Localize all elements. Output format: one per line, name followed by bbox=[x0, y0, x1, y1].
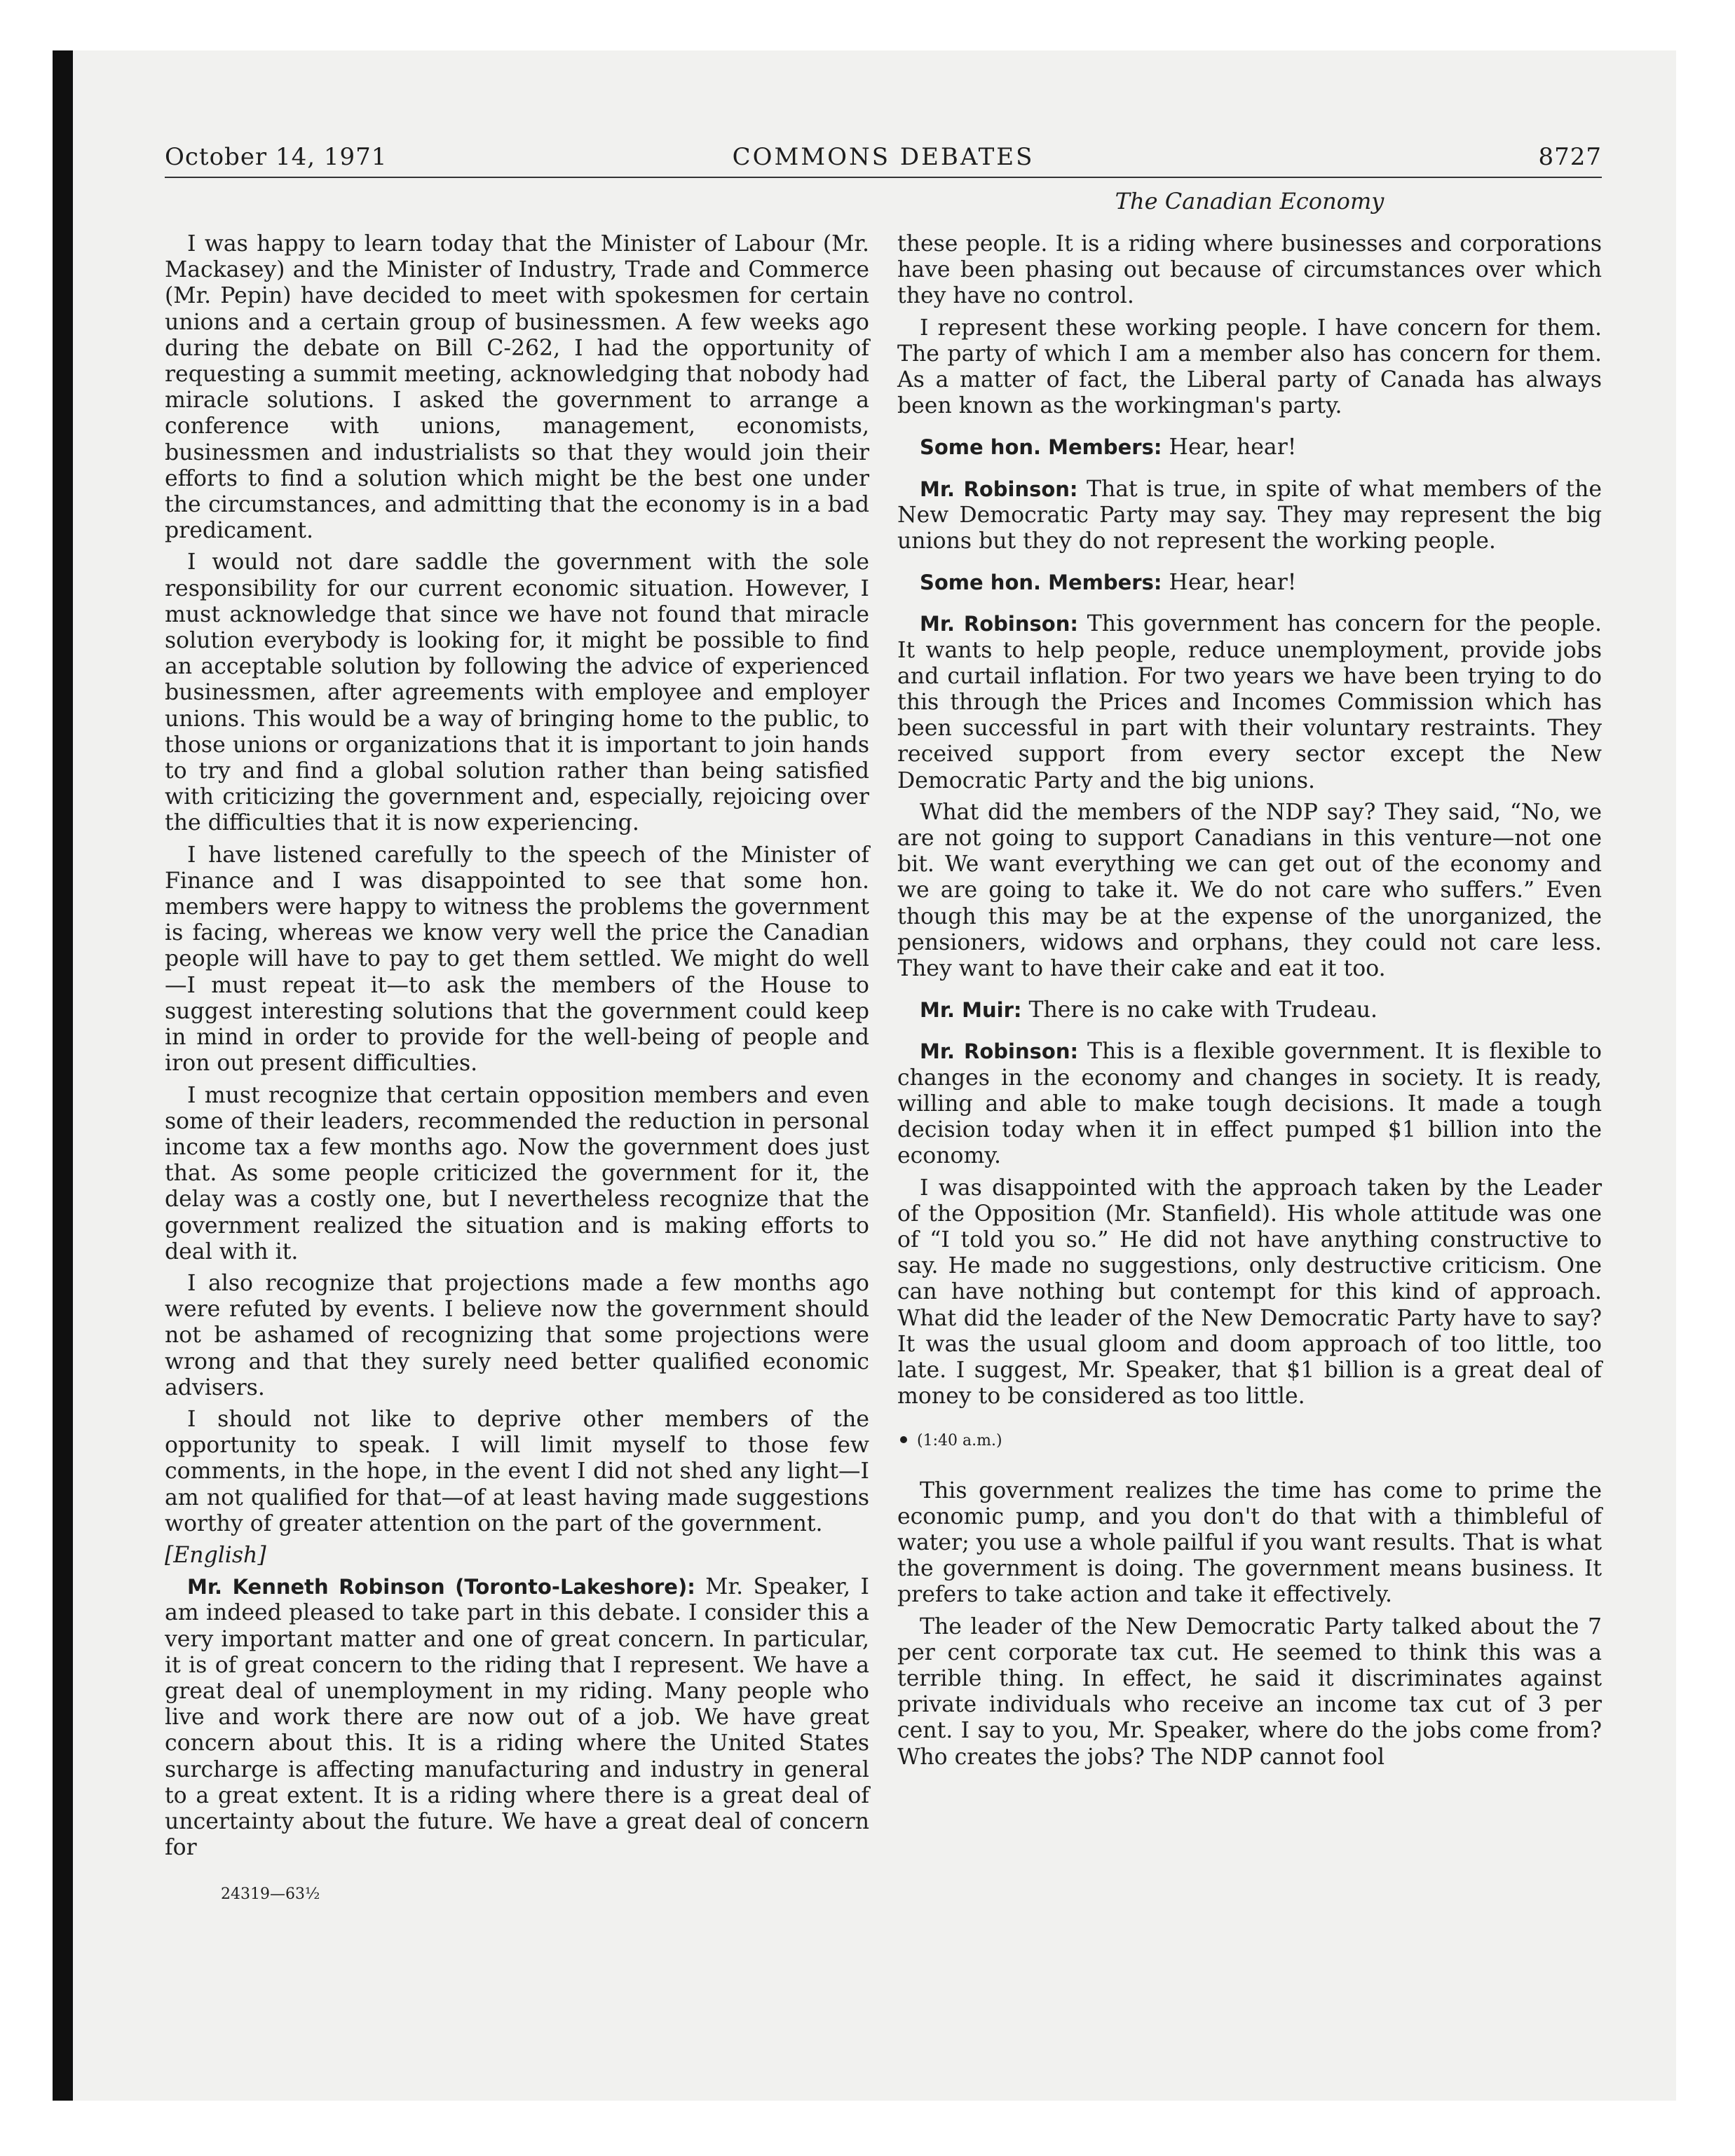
left-column bbox=[165, 231, 869, 1867]
scan-edge-shadow bbox=[53, 50, 73, 2101]
speaker-name: Mr. Kenneth Robinson (Toronto-Lakeshore): bbox=[187, 1575, 695, 1599]
speaker-name: Mr. Muir: bbox=[920, 998, 1022, 1023]
running-head bbox=[165, 140, 1602, 178]
paragraph: I represent these working people. I have concern for them. The party of which I am a member also has concern for them. As a matter of fact, the Liberal party of Canada has always been known as the workingman's party. bbox=[897, 315, 1602, 419]
paragraph: I have listened carefully to the speech of the Minister of Finance and I was disappointed to see that some hon. members were happy to witness the problems the government is facing, whereas we know very well the price the Canadian people will have to pay to get them settled. We might do well—I must repeat it—to ask the members of the House to suggest interesting solutions that the government could keep in mind in order to provide for the well-being of people and iron out present difficulties. bbox=[165, 842, 869, 1077]
speech-paragraph bbox=[897, 570, 1602, 596]
speech-text: Mr. Speaker, I am indeed pleased to take part in this debate. I consider this a very important matter and one of great concern. In particular, it is of great concern to the riding that I represent. We have a great deal of unemployment in my riding. Many people who live and work there are now out of a job. We have great concern about this. It is a riding where the United States surcharge is affecting manufacturing and industry in general to a great extent. It is a riding where there is a great deal of uncertainty about the future. We have a great deal of concern for bbox=[165, 1574, 869, 1861]
speech-text: This government has concern for the people. It wants to help people, reduce unemployment, provide jobs and curtail inflation. For two years we have been trying to do this through the Prices and Incomes Commission which has been successful in part with their voluntary restraints. They received support from every sector except the New Democratic Party and the big unions. bbox=[897, 611, 1602, 793]
paragraph: I was disappointed with the approach taken by the Leader of the Opposition (Mr. Stanfield). His whole attitude was one of “I told you so.” He did not have anything constructive to say. He made no suggestions, only destructive criticism. One can have nothing but contempt for this kind of approach. What did the leader of the New Democratic Party have to say? It was the usual gloom and doom approach of too little, too late. I suggest, Mr. Speaker, that $1 billion is a great deal of money to be considered as too little. bbox=[897, 1175, 1602, 1410]
speaker-name: Mr. Robinson: bbox=[920, 1039, 1079, 1064]
paragraph: I would not dare saddle the government with the sole responsibility for our current economic situation. However, I must acknowledge that since we have not found that miracle solution everybody is looking for, it might be possible to find an acceptable solution by following the advice of experienced businessmen, after agreements with employee and employer unions. This would be a way of bringing home to the public, to those unions or organizations that it is important to join hands to try and find a global solution rather than being satisfied with criticizing the government and, especially, rejoicing over the difficulties that it is now experiencing. bbox=[165, 550, 869, 836]
language-marker: [English] bbox=[165, 1542, 266, 1568]
speech-text: Hear, hear! bbox=[1169, 570, 1297, 596]
header-title: COMMONS DEBATES bbox=[732, 143, 1035, 171]
speech-text: That is true, in spite of what members of the New Democratic Party may say. They may represent the big unions but they do not represent the working people. bbox=[897, 476, 1603, 554]
paragraph: I should not like to deprive other members of the opportunity to speak. I will limit myself to those few comments, in the hope, in the event I did not shed any light—I am not qualified for that—of at least having made suggestions worthy of greater attention on the part of the government. bbox=[165, 1406, 869, 1536]
paragraph: I must recognize that certain opposition members and even some of their leaders, recommended the reduction in personal income tax a few months ago. Now the government does just that. As some people criticized the government for it, the delay was a costly one, but I nevertheless recognize that the government realized the situation and is making efforts to deal with it. bbox=[165, 1082, 869, 1264]
speech-paragraph bbox=[897, 1039, 1602, 1169]
header-date: October 14, 1971 bbox=[165, 143, 388, 171]
speech-paragraph bbox=[897, 611, 1602, 793]
paragraph: The leader of the New Democratic Party talked about the 7 per cent corporate tax cut. He seemed to think this was a terrible thing. In effect, he said it discriminates against private individuals who receive an income tax cut of 3 per cent. I say to you, Mr. Speaker, where do the jobs come from? Who creates the jobs? The NDP cannot fool bbox=[897, 1613, 1602, 1770]
paragraph: I was happy to learn today that the Minister of Labour (Mr. Mackasey) and the Minister of Industry, Trade and Commerce (Mr. Pepin) have decided to meet with spokesmen for certain unions and a certain group of businessmen. A few weeks ago during the debate on Bill C-262, I had the opportunity of requesting a summit meeting, acknowledging that nobody had miracle solutions. I asked the government to arrange a conference with unions, management, economists, businessmen and industrialists so that they would join their efforts to find a solution which might be the best one under the circumstances, and admitting that the economy is in a bad predicament. bbox=[165, 231, 869, 544]
speech-text: There is no cake with Trudeau. bbox=[1028, 997, 1378, 1023]
speech-text: Hear, hear! bbox=[1169, 435, 1297, 460]
print-code: 24319—63½ bbox=[221, 1885, 320, 1903]
paragraph: This government realizes the time has come to prime the economic pump, and you don't do that with a thimbleful of water; you use a whole pailful if you want results. That is what the government is doing. The government means business. It prefers to take action and take it effectively. bbox=[897, 1478, 1602, 1608]
paragraph: I also recognize that projections made a few months ago were refuted by events. I believe now the government should not be ashamed of recognizing that some projections were wrong and that they surely need better qualified economic advisers. bbox=[165, 1270, 869, 1400]
speech-paragraph bbox=[165, 1574, 869, 1861]
bullet-icon bbox=[900, 1436, 907, 1443]
section-title: The Canadian Economy bbox=[1115, 188, 1384, 214]
timestamp-text: (1:40 a.m.) bbox=[917, 1432, 1002, 1450]
speech-text: This is a flexible government. It is flexible to changes in the economy and changes in society. It is ready, willing and able to make tough decisions. It made a tough decision today when it in effect pumped $1 billion into the economy. bbox=[897, 1039, 1602, 1169]
page-number: 8727 bbox=[1538, 143, 1602, 171]
paragraph: What did the members of the NDP say? They said, “No, we are not going to support Canadians in this venture—not one bit. We want everything we can get out of the economy and we are going to take it. We do not care who suffers.” Even though this may be at the expense of the unorganized, the pensioners, widows and orphans, they could not care less. They want to have their cake and eat it too. bbox=[897, 799, 1602, 982]
speaker-name: Some hon. Members: bbox=[920, 435, 1162, 460]
speech-paragraph bbox=[897, 997, 1602, 1023]
speaker-name: Some hon. Members: bbox=[920, 571, 1162, 595]
speaker-name: Mr. Robinson: bbox=[920, 612, 1078, 636]
paragraph: these people. It is a riding where businesses and corporations have been phasing out because of circumstances over which they have no control. bbox=[897, 231, 1602, 309]
speech-paragraph bbox=[897, 435, 1602, 460]
speaker-name: Mr. Robinson: bbox=[920, 477, 1078, 501]
right-column bbox=[897, 231, 1602, 1776]
timestamp bbox=[897, 1428, 1602, 1454]
speech-paragraph bbox=[897, 477, 1602, 555]
